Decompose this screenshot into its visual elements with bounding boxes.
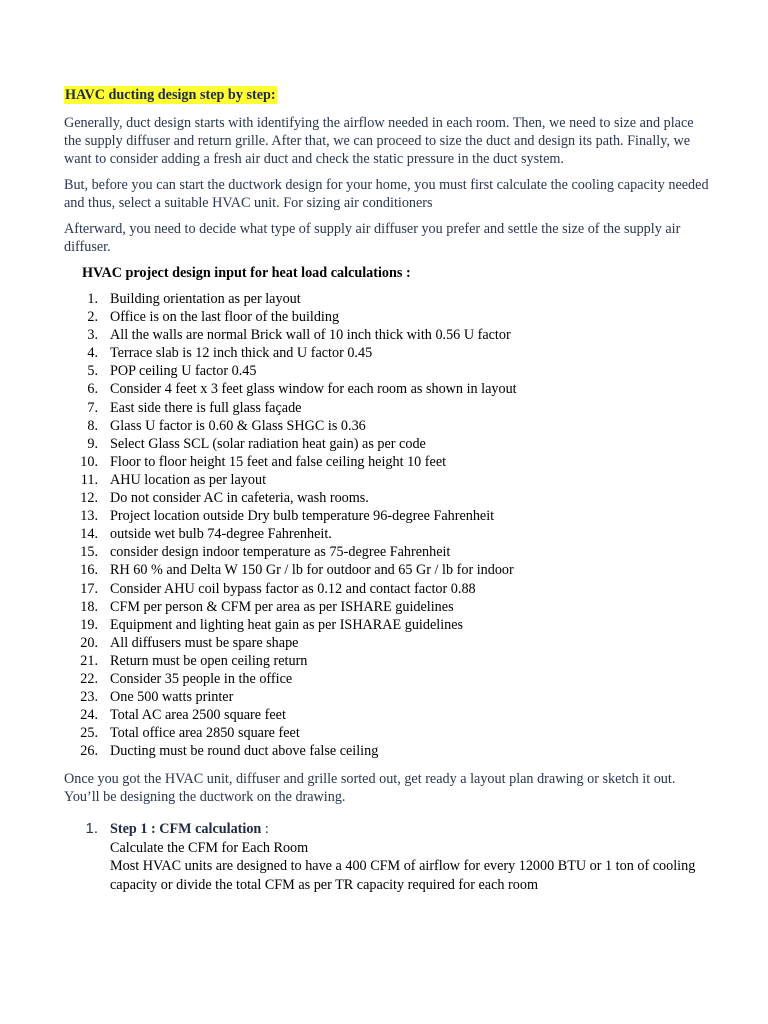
input-item-number: 13. [80, 508, 98, 525]
input-item-number: 11. [80, 471, 98, 488]
inputs-heading: HVAC project design input for heat load calculations : [82, 265, 411, 281]
input-item-number: 17. [80, 580, 98, 597]
input-item [64, 670, 714, 688]
input-item [64, 688, 714, 706]
input-item [64, 471, 714, 489]
input-item-number: 6. [87, 381, 98, 398]
input-item [64, 580, 714, 598]
step-title: Step 1 : CFM calculation [110, 821, 262, 838]
step-1 [64, 820, 714, 894]
input-item [64, 525, 714, 543]
input-item-number: 18. [80, 598, 98, 615]
input-item-number: 5. [87, 363, 98, 380]
input-item [64, 435, 714, 453]
layout-paragraph: Once you got the HVAC unit, diffuser and grille sorted out, get ready a layout plan drawing or sketch it out. You’ll be designing the ductwork on the drawing. [64, 771, 676, 806]
step-number: 1. [85, 820, 98, 838]
intro-paragraph-1: Generally, duct design starts with identifying the airflow needed in each room. Then, we need to size and place the supply diffuser and return grille. After that, we can proceed to size the duct and design its path. Finally, we want to consider adding a fresh air duct and check the static pressure in the duct system. [64, 115, 694, 167]
input-item-text: POP ceiling U factor 0.45 [110, 363, 257, 380]
input-item-text: Project location outside Dry bulb temperature 96-degree Fahrenheit [110, 508, 495, 525]
input-item [64, 507, 714, 525]
input-item-text: Ducting must be round duct above false ceiling [110, 743, 379, 760]
page-heading: HAVC ducting design step by step: [65, 87, 276, 103]
input-item [64, 634, 714, 652]
design-inputs-list [64, 290, 714, 760]
input-item-number: 9. [87, 435, 98, 452]
input-item [64, 543, 714, 561]
input-item [64, 706, 714, 724]
input-item-text: One 500 watts printer [110, 689, 234, 706]
input-item-number: 19. [80, 616, 98, 633]
input-item [64, 308, 714, 326]
input-item-text: Return must be open ceiling return [110, 652, 308, 669]
input-item-text: Consider 4 feet x 3 feet glass window for each room as shown in layout [110, 381, 517, 398]
input-item-text: Consider 35 people in the office [110, 670, 293, 687]
input-item-text: Terrace slab is 12 inch thick and U factor 0.45 [110, 345, 373, 362]
input-item-text: Total office area 2850 square feet [110, 725, 300, 742]
input-item [64, 742, 714, 760]
input-item-number: 10. [80, 453, 98, 470]
input-item [64, 326, 714, 344]
document-content [64, 86, 714, 894]
input-item-number: 3. [87, 327, 98, 344]
input-item-number: 16. [80, 562, 98, 579]
input-item-number: 22. [80, 670, 98, 687]
input-item-number: 23. [80, 689, 98, 706]
input-item [64, 290, 714, 308]
step-line-1: Calculate the CFM for Each Room [110, 839, 309, 856]
input-item [64, 652, 714, 670]
input-item-text: AHU location as per layout [110, 471, 267, 488]
input-item-text: Office is on the last floor of the building [110, 309, 340, 326]
input-item-number: 26. [80, 743, 98, 760]
input-item-text: consider design indoor temperature as 75-degree Fahrenheit [110, 544, 451, 561]
input-item-number: 4. [87, 345, 98, 362]
input-item-text: All diffusers must be spare shape [110, 634, 299, 651]
input-item-text: Floor to floor height 15 feet and false ceiling height 10 feet [110, 453, 447, 470]
input-item-number: 21. [80, 652, 98, 669]
input-item-number: 8. [87, 417, 98, 434]
input-item-text: Equipment and lighting heat gain as per ISHARAE guidelines [110, 616, 464, 633]
input-item [64, 598, 714, 616]
input-item-text: Building orientation as per layout [110, 291, 301, 307]
intro-paragraph-2: But, before you can start the ductwork design for your home, you must first calculate the cooling capacity needed and thus, select a suitable HVAC unit. For sizing air conditioners [64, 177, 709, 211]
input-item [64, 344, 714, 362]
input-item [64, 417, 714, 435]
input-item-text: All the walls are normal Brick wall of 10 inch thick with 0.56 U factor [110, 327, 511, 344]
input-item [64, 561, 714, 579]
input-item [64, 724, 714, 742]
input-item-text: outside wet bulb 74-degree Fahrenheit. [110, 526, 332, 543]
input-item-text: Consider AHU coil bypass factor as 0.12 and contact factor 0.88 [110, 580, 476, 597]
step-line-2: Most HVAC units are designed to have a 400 CFM of airflow for every 12000 BTU or 1 ton of cooling capacity or divide the total CFM as per TR capacity required for each room [110, 858, 696, 893]
input-item [64, 616, 714, 634]
input-item-text: CFM per person & CFM per area as per ISHARE guidelines [110, 598, 454, 615]
input-item-number: 12. [80, 490, 98, 507]
input-item [64, 399, 714, 417]
input-item-number: 20. [80, 634, 98, 651]
input-item-text: Glass U factor is 0.60 & Glass SHGC is 0.36 [110, 417, 366, 434]
input-item-number: 25. [80, 725, 98, 742]
intro-paragraph-3: Afterward, you need to decide what type of supply air diffuser you prefer and settle the size of the supply air diffuser. [64, 221, 681, 255]
input-item-number: 24. [80, 707, 98, 724]
input-item-number: 15. [80, 544, 98, 561]
input-item-number: 7. [87, 399, 98, 416]
input-item-text: Select Glass SCL (solar radiation heat gain) as per code [110, 435, 426, 452]
input-item [64, 362, 714, 380]
input-item-text: Total AC area 2500 square feet [110, 707, 286, 724]
input-item-number: 1. [87, 291, 98, 307]
input-item-number: 2. [87, 309, 98, 326]
input-item-number: 14. [80, 526, 98, 543]
input-item-text: East side there is full glass façade [110, 399, 302, 416]
input-item-text: Do not consider AC in cafeteria, wash rooms. [110, 490, 369, 507]
step-colon: : [261, 821, 269, 838]
input-item [64, 489, 714, 507]
input-item [64, 453, 714, 471]
input-item [64, 380, 714, 398]
input-item-text: RH 60 % and Delta W 150 Gr / lb for outdoor and 65 Gr / lb for indoor [110, 562, 514, 579]
